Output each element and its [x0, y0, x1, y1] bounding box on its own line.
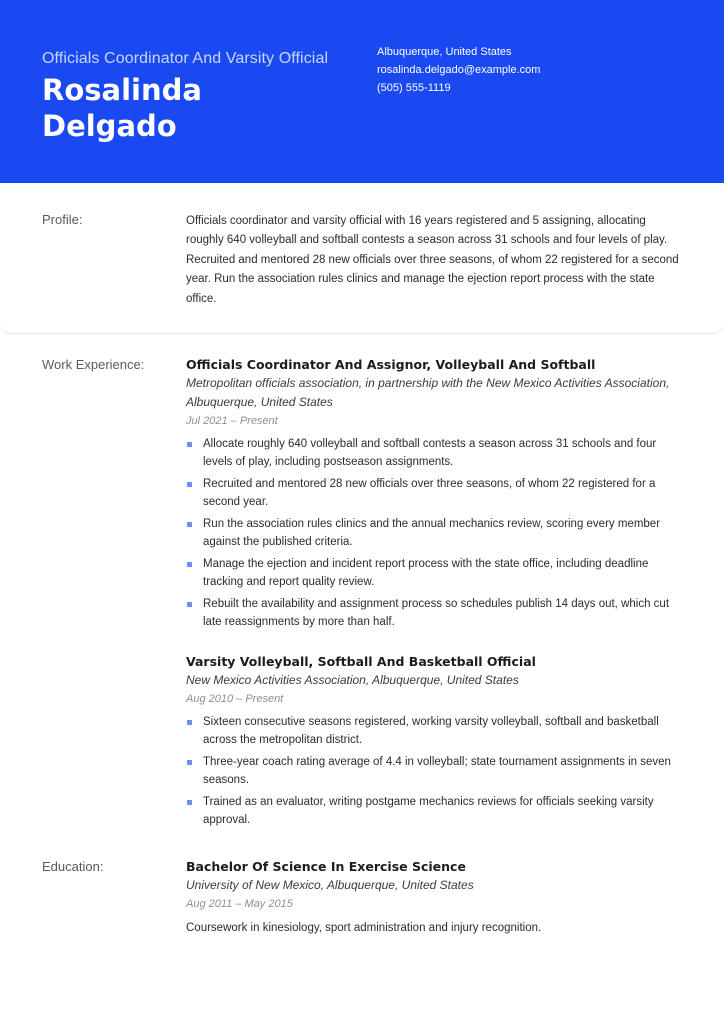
education-entry	[186, 858, 686, 937]
education-label: Education:	[42, 859, 104, 874]
list-item: Trained as an evaluator, writing postgame mechanics reviews for officials seeking varsity approval.	[186, 794, 686, 829]
job-bullets	[186, 714, 686, 829]
list-item: Run the association rules clinics and the annual mechanics review, scoring every member against the published criteria.	[186, 516, 686, 551]
degree-title: Bachelor Of Science In Exercise Science	[186, 859, 466, 874]
list-item: Allocate roughly 640 volleyball and softball contests a season across 31 schools and four levels of play, including postseason assignments.	[186, 436, 686, 471]
job-organization: Metropolitan officials association, in partnership with the New Mexico Activities Association, Albuquerque, United States	[186, 376, 670, 409]
profile-text: Officials coordinator and varsity official with 16 years registered and 5 assigning, allocating roughly 640 volleyball and softball contests a season across 31 schools and four levels of play. Recruited and mentored 28 new officials over three seasons, of whom 22 registered for a second year. Run the association rules clinics and manage the ejection report process with the state office.	[186, 215, 679, 305]
job-organization: New Mexico Activities Association, Albuquerque, United States	[186, 673, 519, 687]
bullet-square-icon	[187, 720, 192, 725]
job-entry	[186, 356, 686, 636]
work-experience-label: Work Experience:	[42, 357, 145, 372]
bullet-square-icon	[187, 602, 192, 607]
job-title: Varsity Volleyball, Softball And Basketball Official	[186, 654, 536, 669]
bullet-square-icon	[187, 562, 192, 567]
contact-location: Albuquerque, United States	[377, 46, 512, 58]
education-dates: Aug 2011 – May 2015	[186, 898, 293, 910]
job-dates: Jul 2021 – Present	[186, 415, 278, 427]
contact-email[interactable]: rosalinda.delgado@example.com	[377, 64, 541, 76]
bullet-square-icon	[187, 760, 192, 765]
education-note: Coursework in kinesiology, sport administration and injury recognition.	[186, 922, 542, 934]
profile-label: Profile:	[42, 212, 83, 227]
list-item: Rebuilt the availability and assignment process so schedules publish 14 days out, which cut late reassignments by more than half.	[186, 596, 686, 631]
list-item: Sixteen consecutive seasons registered, working varsity volleyball, softball and basketball across the metropolitan district.	[186, 714, 686, 749]
school-name: University of New Mexico, Albuquerque, United States	[186, 878, 474, 892]
contact-info	[377, 43, 540, 97]
bullet-square-icon	[187, 442, 192, 447]
list-item: Recruited and mentored 28 new officials over three seasons, of whom 22 registered for a second year.	[186, 476, 686, 511]
bullet-square-icon	[187, 522, 192, 527]
candidate-name: Rosalinda Delgado	[42, 73, 202, 143]
job-subtitle: Officials Coordinator And Varsity Official	[42, 50, 329, 67]
job-entry	[186, 653, 686, 834]
bullet-square-icon	[187, 482, 192, 487]
bullet-square-icon	[187, 800, 192, 805]
job-dates: Aug 2010 – Present	[186, 693, 284, 705]
job-bullets	[186, 436, 686, 631]
resume-header	[0, 0, 724, 183]
contact-phone[interactable]: (505) 555-1119	[377, 82, 451, 94]
list-item: Three-year coach rating average of 4.4 in volleyball; state tournament assignments in seven seasons.	[186, 754, 686, 789]
list-item: Manage the ejection and incident report process with the state office, including deadline tracking and report quality review.	[186, 556, 686, 591]
job-title: Officials Coordinator And Assignor, Volleyball And Softball	[186, 357, 596, 372]
